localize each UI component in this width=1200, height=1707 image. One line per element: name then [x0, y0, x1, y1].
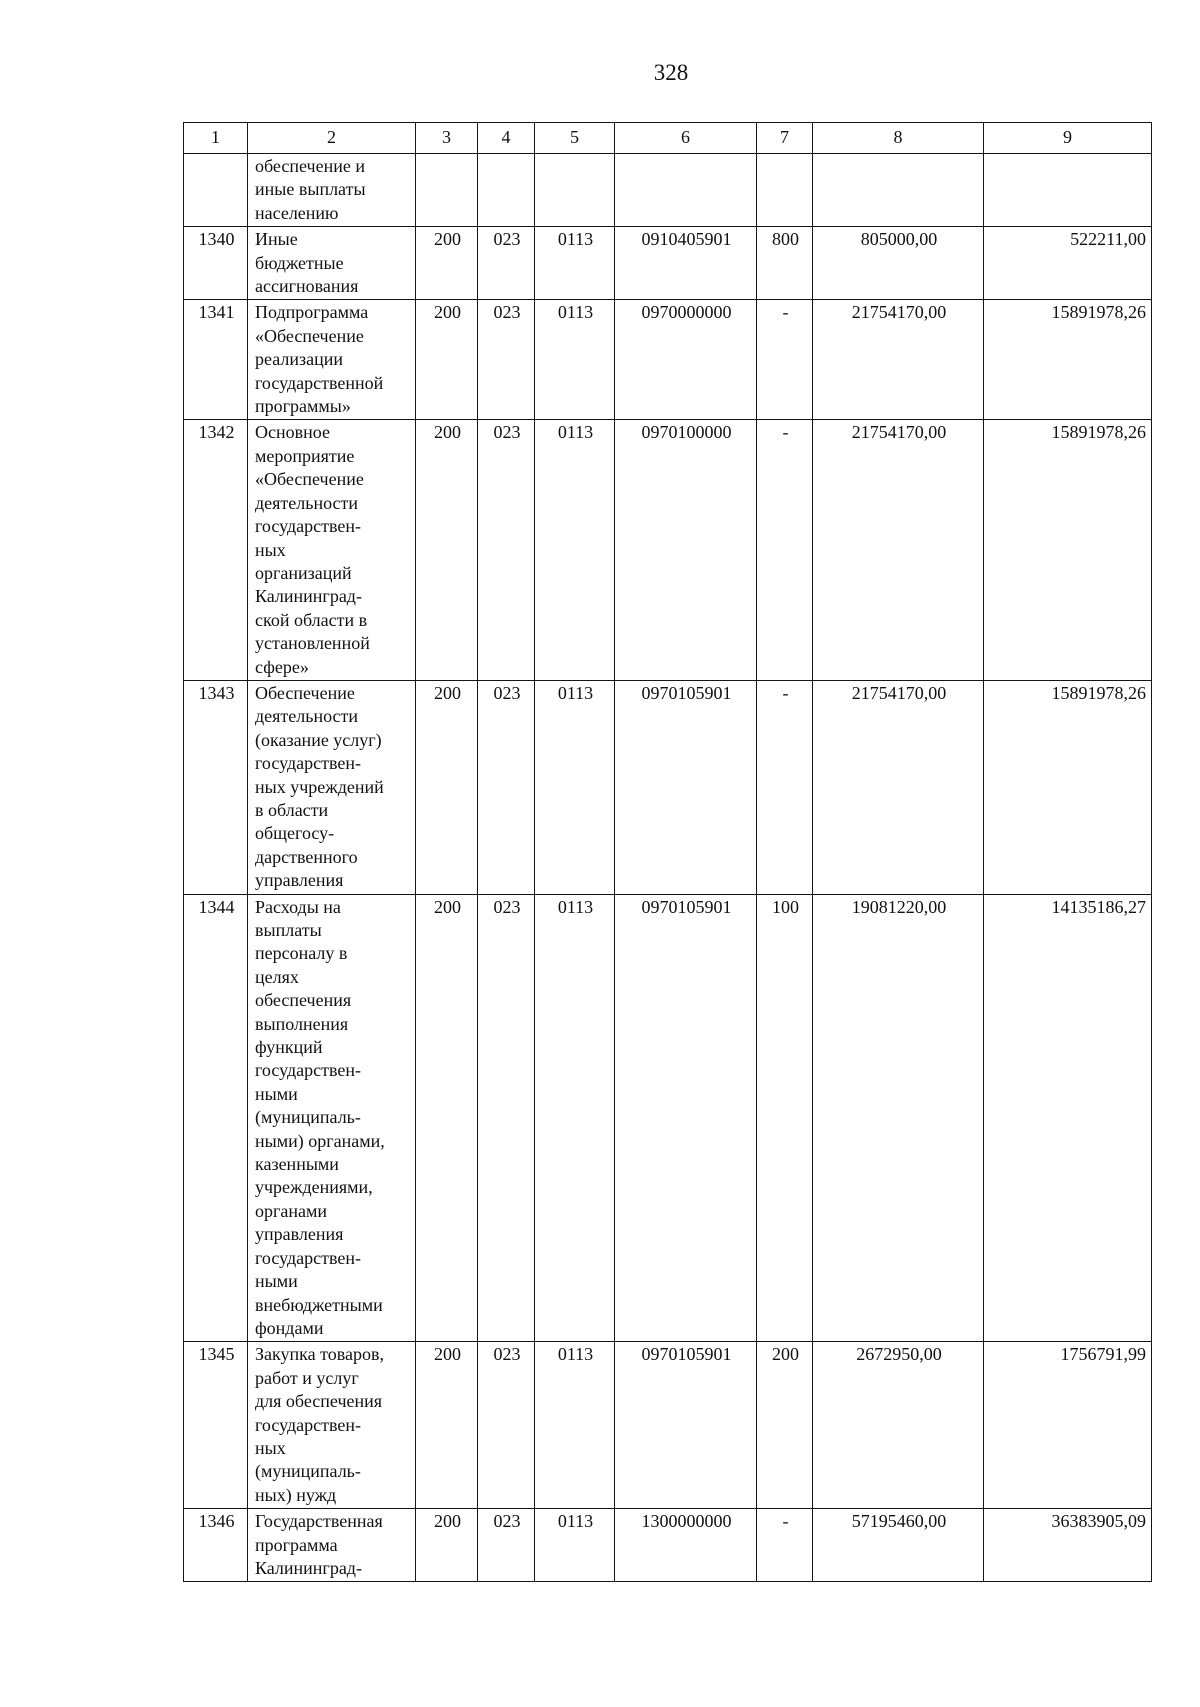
header-row	[184, 123, 1152, 154]
row-name	[248, 420, 416, 680]
row-number: 1345	[184, 1342, 248, 1509]
table-row	[184, 420, 1152, 680]
row-col-4: 023	[478, 894, 535, 1342]
table-header	[184, 123, 1152, 154]
row-col-3: 200	[416, 300, 478, 420]
row-number: 1340	[184, 227, 248, 300]
row-col-8	[813, 154, 984, 227]
table-row	[184, 1509, 1152, 1582]
header-col-1: 1	[184, 123, 248, 154]
row-name-text: Иные бюджетные ассигнования	[255, 229, 359, 297]
row-number: 1342	[184, 420, 248, 680]
row-name	[248, 1342, 416, 1509]
page-number: 328	[653, 60, 689, 85]
row-name	[248, 300, 416, 420]
row-col-8: 21754170,00	[813, 420, 984, 680]
row-col-5: 0113	[535, 680, 615, 894]
row-col-6: 0970105901	[615, 680, 757, 894]
row-col-6	[615, 154, 757, 227]
row-col-3: 200	[416, 894, 478, 1342]
row-col-4	[478, 154, 535, 227]
row-col-9	[984, 154, 1152, 227]
row-col-9: 36383905,09	[984, 1509, 1152, 1582]
header-col-4: 4	[478, 123, 535, 154]
row-col-5: 0113	[535, 420, 615, 680]
table-row	[184, 894, 1152, 1342]
header-col-5: 5	[535, 123, 615, 154]
row-number: 1341	[184, 300, 248, 420]
row-col-3: 200	[416, 1342, 478, 1509]
row-col-4: 023	[478, 420, 535, 680]
row-col-8: 21754170,00	[813, 680, 984, 894]
row-col-9: 15891978,26	[984, 300, 1152, 420]
row-col-8: 805000,00	[813, 227, 984, 300]
budget-table	[183, 122, 1152, 1582]
header-col-9: 9	[984, 123, 1152, 154]
row-col-7: -	[757, 680, 813, 894]
row-col-8: 21754170,00	[813, 300, 984, 420]
header-col-6: 6	[615, 123, 757, 154]
row-col-6: 0970000000	[615, 300, 757, 420]
row-col-9: 15891978,26	[984, 680, 1152, 894]
row-col-8: 57195460,00	[813, 1509, 984, 1582]
row-col-8: 19081220,00	[813, 894, 984, 1342]
row-number: 1346	[184, 1509, 248, 1582]
row-name-text: Закупка товаров, работ и услуг для обеспечения государствен- ных (муниципаль- ных) нужд	[255, 1344, 384, 1505]
row-col-3	[416, 154, 478, 227]
row-name-text: Государственная программа Калининград-	[255, 1511, 383, 1578]
row-col-3: 200	[416, 1509, 478, 1582]
row-col-6: 0970100000	[615, 420, 757, 680]
row-name-text: Основное мероприятие «Обеспечение деятельности государствен- ных организаций Калининград- ской области в установленной сфере»	[255, 422, 370, 677]
row-name	[248, 1509, 416, 1582]
table-row	[184, 154, 1152, 227]
table-body	[184, 154, 1152, 1582]
row-col-7: 200	[757, 1342, 813, 1509]
table-row	[184, 227, 1152, 300]
row-col-3: 200	[416, 227, 478, 300]
row-col-6: 0910405901	[615, 227, 757, 300]
row-col-4: 023	[478, 227, 535, 300]
row-col-3: 200	[416, 420, 478, 680]
row-name	[248, 894, 416, 1342]
row-number: 1343	[184, 680, 248, 894]
row-name-text: Расходы на выплаты персоналу в целях обеспечения выполнения функций государствен- ными (муниципаль- ными) органами, казенными учреждениями, органами управления государствен- ными внебюджетными фондами	[255, 896, 385, 1338]
table-row	[184, 300, 1152, 420]
row-col-4: 023	[478, 680, 535, 894]
header-col-7: 7	[757, 123, 813, 154]
row-col-6: 0970105901	[615, 1342, 757, 1509]
row-col-5: 0113	[535, 894, 615, 1342]
row-name-text: Подпрограмма «Обеспечение реализации государственной программы»	[255, 302, 384, 417]
row-col-5: 0113	[535, 1342, 615, 1509]
row-col-6: 0970105901	[615, 894, 757, 1342]
row-col-3: 200	[416, 680, 478, 894]
row-col-4: 023	[478, 1342, 535, 1509]
header-col-8: 8	[813, 123, 984, 154]
row-col-5: 0113	[535, 227, 615, 300]
row-col-5: 0113	[535, 1509, 615, 1582]
row-col-4: 023	[478, 1509, 535, 1582]
row-number: 1344	[184, 894, 248, 1342]
row-col-4: 023	[478, 300, 535, 420]
header-col-3: 3	[416, 123, 478, 154]
row-name	[248, 227, 416, 300]
row-col-9: 522211,00	[984, 227, 1152, 300]
row-name	[248, 154, 416, 227]
row-col-9: 15891978,26	[984, 420, 1152, 680]
row-name-text: обеспечение и иные выплаты населению	[255, 156, 366, 223]
row-col-7: -	[757, 300, 813, 420]
row-name-text: Обеспечение деятельности (оказание услуг) государствен- ных учреждений в области общегосу- дарственного управления	[255, 682, 384, 891]
table-row	[184, 680, 1152, 894]
row-col-8: 2672950,00	[813, 1342, 984, 1509]
header-col-2: 2	[248, 123, 416, 154]
row-col-9: 1756791,99	[984, 1342, 1152, 1509]
row-col-7: 100	[757, 894, 813, 1342]
table-row	[184, 1342, 1152, 1509]
row-col-7	[757, 154, 813, 227]
row-col-7: -	[757, 420, 813, 680]
row-name	[248, 680, 416, 894]
row-col-7: -	[757, 1509, 813, 1582]
row-col-5	[535, 154, 615, 227]
row-col-5: 0113	[535, 300, 615, 420]
row-col-6: 1300000000	[615, 1509, 757, 1582]
row-number	[184, 154, 248, 227]
row-col-9: 14135186,27	[984, 894, 1152, 1342]
row-col-7: 800	[757, 227, 813, 300]
